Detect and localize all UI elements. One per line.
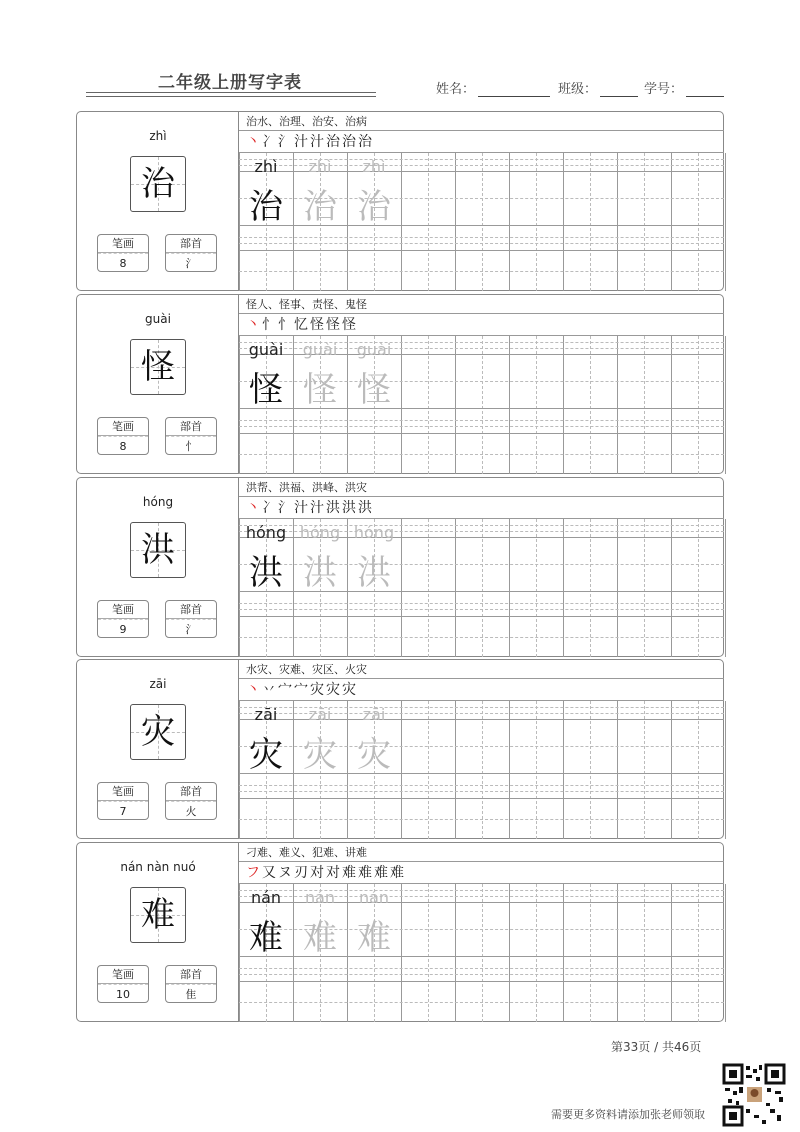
stroke-step: 丷 <box>262 682 276 698</box>
class-label: 班级： <box>558 82 598 97</box>
stroke-step: 治 <box>358 134 372 150</box>
card-right-panel <box>239 660 724 838</box>
grid-character: 灾 <box>249 735 283 775</box>
main-character: 灾 <box>141 712 175 752</box>
character-box <box>130 704 186 760</box>
writing-grid[interactable] <box>239 519 724 657</box>
card-pinyin: nán nàn nuó <box>120 860 196 874</box>
stroke-step: 丶 <box>246 317 260 333</box>
stroke-step: 汁 <box>294 134 308 150</box>
strokes-value: 7 <box>98 801 148 819</box>
footer-note: 需要更多资料请添加张老师领取 <box>551 1108 705 1121</box>
stroke-step: 灾 <box>326 682 340 698</box>
grid-pinyin: hóng <box>299 523 341 542</box>
stroke-order <box>239 131 724 153</box>
radical-value: 忄 <box>166 436 216 454</box>
stroke-step: ヌ <box>278 865 292 881</box>
qr-code-icon <box>722 1063 786 1127</box>
radical-label: 部首 <box>166 601 216 619</box>
character-box <box>130 887 186 943</box>
number-blank[interactable] <box>686 83 724 97</box>
card-pinyin: hóng <box>142 495 174 509</box>
main-character: 怪 <box>141 347 175 387</box>
strokes-value: 8 <box>98 436 148 454</box>
stroke-step: 忄 <box>278 317 292 333</box>
number-label: 学号： <box>644 82 684 97</box>
stroke-step: 怪 <box>342 317 356 333</box>
strokes-value: 10 <box>98 984 148 1002</box>
stroke-step: 怪 <box>310 317 324 333</box>
stroke-step: 汁 <box>294 500 308 516</box>
stroke-step: 难 <box>374 865 388 881</box>
radical-label: 部首 <box>166 418 216 436</box>
card-left-panel <box>77 478 239 656</box>
stroke-step: 对 <box>310 865 324 881</box>
card-right-panel <box>239 295 724 473</box>
radical-label: 部首 <box>166 966 216 984</box>
character-box <box>130 339 186 395</box>
character-card <box>76 111 724 291</box>
grid-pinyin: guài <box>248 340 284 359</box>
grid-pinyin: hóng <box>353 523 395 542</box>
number-field[interactable] <box>644 78 724 97</box>
radical-stat <box>165 600 217 638</box>
card-left-panel <box>77 112 239 290</box>
stroke-step: 洪 <box>326 500 340 516</box>
stroke-step: 冫 <box>262 500 276 516</box>
grid-character: 难 <box>249 918 283 958</box>
stroke-step: 对 <box>326 865 340 881</box>
stroke-step: 氵 <box>278 134 292 150</box>
grid-character: 怪 <box>303 370 337 410</box>
card-pinyin: zhì <box>149 129 167 143</box>
stroke-step: 刃 <box>294 865 308 881</box>
grid-pinyin: zhì <box>362 157 386 176</box>
main-character: 难 <box>141 895 175 935</box>
stroke-step: 难 <box>358 865 372 881</box>
grid-pinyin: guài <box>302 340 338 359</box>
character-box <box>130 522 186 578</box>
character-card <box>76 842 724 1022</box>
stroke-order <box>239 314 724 336</box>
card-left-panel <box>77 843 239 1021</box>
stroke-step: 丶 <box>246 134 260 150</box>
character-box <box>130 156 186 212</box>
grid-character: 难 <box>303 918 337 958</box>
grid-character: 洪 <box>249 553 283 593</box>
radical-value: 火 <box>166 801 216 819</box>
grid-character: 怪 <box>249 370 283 410</box>
writing-grid[interactable] <box>239 884 724 1022</box>
stroke-step: 怪 <box>326 317 340 333</box>
radical-value: 氵 <box>166 619 216 637</box>
strokes-label: 笔画 <box>98 783 148 801</box>
grid-character: 洪 <box>357 553 391 593</box>
grid-character: 治 <box>357 187 391 227</box>
grid-character: 难 <box>357 918 391 958</box>
grid-pinyin: zāi <box>362 705 386 724</box>
grid-pinyin: zhì <box>308 157 332 176</box>
grid-pinyin: nán <box>358 888 390 907</box>
stroke-step: 忆 <box>294 317 308 333</box>
grid-pinyin: zāi <box>308 705 332 724</box>
stroke-step: 难 <box>342 865 356 881</box>
stroke-step: 宀 <box>278 682 292 698</box>
grid-pinyin: zhì <box>254 157 278 176</box>
grid-pinyin: guài <box>356 340 392 359</box>
stroke-step: 治 <box>342 134 356 150</box>
stroke-step: 宀 <box>294 682 308 698</box>
strokes-stat <box>97 234 149 272</box>
radical-label: 部首 <box>166 783 216 801</box>
strokes-label: 笔画 <box>98 235 148 253</box>
strokes-stat <box>97 600 149 638</box>
stroke-step: 冫 <box>262 134 276 150</box>
strokes-stat <box>97 965 149 1003</box>
grid-character: 治 <box>249 187 283 227</box>
character-card <box>76 477 724 657</box>
example-words: 怪人、怪事、责怪、鬼怪 <box>239 295 724 314</box>
radical-stat <box>165 417 217 455</box>
stroke-step: 汁 <box>310 500 324 516</box>
radical-label: 部首 <box>166 235 216 253</box>
name-field[interactable] <box>436 78 550 97</box>
example-words: 刁难、难义、犯难、讲难 <box>239 843 724 862</box>
example-words: 水灾、灾难、灾区、火灾 <box>239 660 724 679</box>
example-words: 洪帮、洪福、洪峰、洪灾 <box>239 478 724 497</box>
stroke-step: 汁 <box>310 134 324 150</box>
stroke-step: 又 <box>262 865 276 881</box>
stroke-order <box>239 497 724 519</box>
stroke-step: 治 <box>326 134 340 150</box>
strokes-label: 笔画 <box>98 966 148 984</box>
card-pinyin: guài <box>145 312 171 326</box>
card-left-panel <box>77 295 239 473</box>
radical-stat <box>165 234 217 272</box>
title-underline-2 <box>86 96 376 97</box>
card-right-panel <box>239 478 724 656</box>
card-left-panel <box>77 660 239 838</box>
character-card <box>76 294 724 474</box>
strokes-stat <box>97 417 149 455</box>
grid-character: 怪 <box>357 370 391 410</box>
grid-character: 灾 <box>303 735 337 775</box>
grid-pinyin: nán <box>304 888 336 907</box>
writing-grid[interactable] <box>239 336 724 474</box>
writing-grid[interactable] <box>239 701 724 839</box>
strokes-stat <box>97 782 149 820</box>
name-blank[interactable] <box>478 83 550 97</box>
stroke-step: 难 <box>390 865 404 881</box>
stroke-order <box>239 862 724 884</box>
class-blank[interactable] <box>600 83 638 97</box>
radical-stat <box>165 965 217 1003</box>
stroke-step: 忄 <box>262 317 276 333</box>
stroke-step: 丶 <box>246 500 260 516</box>
stroke-step: 灾 <box>342 682 356 698</box>
example-words: 治水、治理、治安、治病 <box>239 112 724 131</box>
writing-grid[interactable] <box>239 153 724 291</box>
stroke-order <box>239 679 724 701</box>
main-character: 洪 <box>141 530 175 570</box>
grid-character: 治 <box>303 187 337 227</box>
strokes-label: 笔画 <box>98 418 148 436</box>
stroke-step: 灾 <box>310 682 324 698</box>
grid-pinyin: nán <box>250 888 282 907</box>
stroke-step: 丶 <box>246 682 260 698</box>
main-character: 治 <box>141 164 175 204</box>
radical-value: 隹 <box>166 984 216 1002</box>
grid-character: 灾 <box>357 735 391 775</box>
grid-pinyin: hóng <box>245 523 287 542</box>
card-right-panel <box>239 843 724 1021</box>
stroke-step: 氵 <box>278 500 292 516</box>
radical-stat <box>165 782 217 820</box>
strokes-value: 9 <box>98 619 148 637</box>
strokes-value: 8 <box>98 253 148 271</box>
card-right-panel <box>239 112 724 290</box>
strokes-label: 笔画 <box>98 601 148 619</box>
page-title: 二年级上册写字表 <box>158 73 302 93</box>
stroke-step: フ <box>246 865 260 881</box>
grid-character: 洪 <box>303 553 337 593</box>
stroke-step: 洪 <box>358 500 372 516</box>
card-pinyin: zāi <box>149 677 167 691</box>
stroke-step: 洪 <box>342 500 356 516</box>
character-card <box>76 659 724 839</box>
radical-value: 氵 <box>166 253 216 271</box>
page-number: 第33页 / 共46页 <box>611 1040 702 1054</box>
title-underline <box>86 92 376 93</box>
grid-pinyin: zāi <box>254 705 278 724</box>
name-label: 姓名： <box>436 82 476 97</box>
class-field[interactable] <box>558 78 638 97</box>
